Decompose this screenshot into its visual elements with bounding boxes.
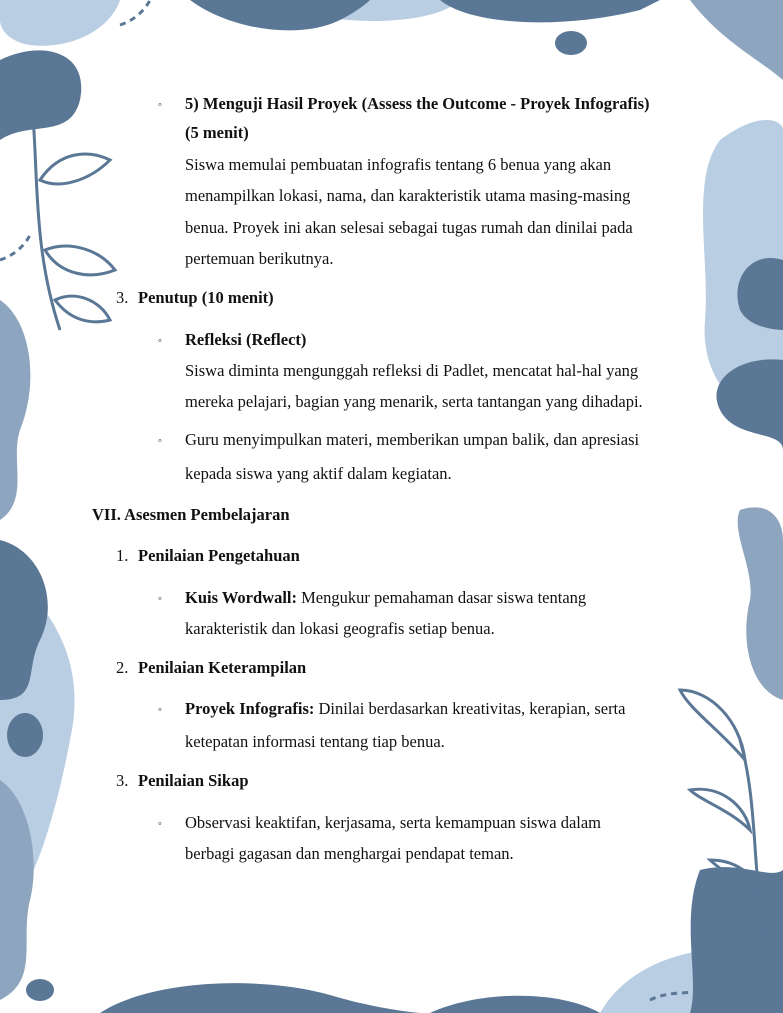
list-number: 3. [116, 288, 129, 307]
bullet-icon: ◦ [158, 818, 162, 830]
guru-text: Guru menyimpulkan materi, memberikan umpan balik, dan apresiasi [185, 430, 640, 449]
assessment-text: berbagi gagasan dan menghargai pendapat teman. [185, 844, 514, 863]
guru-text: kepada siswa yang aktif dalam kegiatan. [185, 464, 452, 483]
bullet-icon: ◦ [158, 593, 162, 605]
list-number: 3. [116, 771, 129, 790]
bullet-icon: ◦ [158, 335, 162, 347]
penutup-title: Penutup (10 menit) [138, 288, 274, 307]
assessment-title: Penilaian Pengetahuan [138, 546, 300, 565]
assessment-text: Observasi keaktifan, kerjasama, serta kemampuan siswa dalam [185, 813, 602, 832]
assessment-title: Penilaian Sikap [138, 771, 249, 790]
step5-text: benua. Proyek ini akan selesai sebagai tugas rumah dan dinilai pada [185, 218, 633, 237]
step5-text: pertemuan berikutnya. [185, 249, 334, 268]
list-number: 1. [116, 546, 129, 565]
assessment-text: ketepatan informasi tentang tiap benua. [185, 732, 445, 751]
step5-text: Siswa memulai pembuatan infografis tentang 6 benua yang akan [185, 155, 612, 174]
section-heading: VII. Asesmen Pembelajaran [92, 505, 290, 524]
bullet-icon: ◦ [158, 704, 162, 716]
assessment-text [185, 699, 625, 719]
step5-duration: (5 menit) [185, 123, 249, 142]
assessment-desc: Mengukur pemahaman dasar siswa tentang [297, 588, 587, 607]
assessment-label: Kuis Wordwall: [185, 588, 298, 607]
assessment-text [185, 588, 586, 608]
bullet-icon: ◦ [158, 99, 162, 111]
assessment-text: karakteristik dan lokasi geografis setiap benua. [185, 619, 495, 638]
assessment-title: Penilaian Keterampilan [138, 658, 307, 677]
refleksi-text: mereka pelajari, bagian yang menarik, serta tantangan yang dihadapi. [185, 392, 643, 411]
list-number: 2. [116, 658, 129, 677]
step5-text: menampilkan lokasi, nama, dan karakteristik utama masing-masing [185, 186, 631, 205]
bullet-icon: ◦ [158, 435, 162, 447]
assessment-label: Proyek Infografis: [185, 699, 315, 718]
assessment-desc: Dinilai berdasarkan kreativitas, kerapian, serta [314, 699, 626, 718]
refleksi-text: Siswa diminta mengunggah refleksi di Padlet, mencatat hal-hal yang [185, 361, 639, 380]
step5-title: 5) Menguji Hasil Proyek (Assess the Outcome - Proyek Infografis) [185, 94, 650, 113]
refleksi-title: Refleksi (Reflect) [185, 330, 307, 349]
